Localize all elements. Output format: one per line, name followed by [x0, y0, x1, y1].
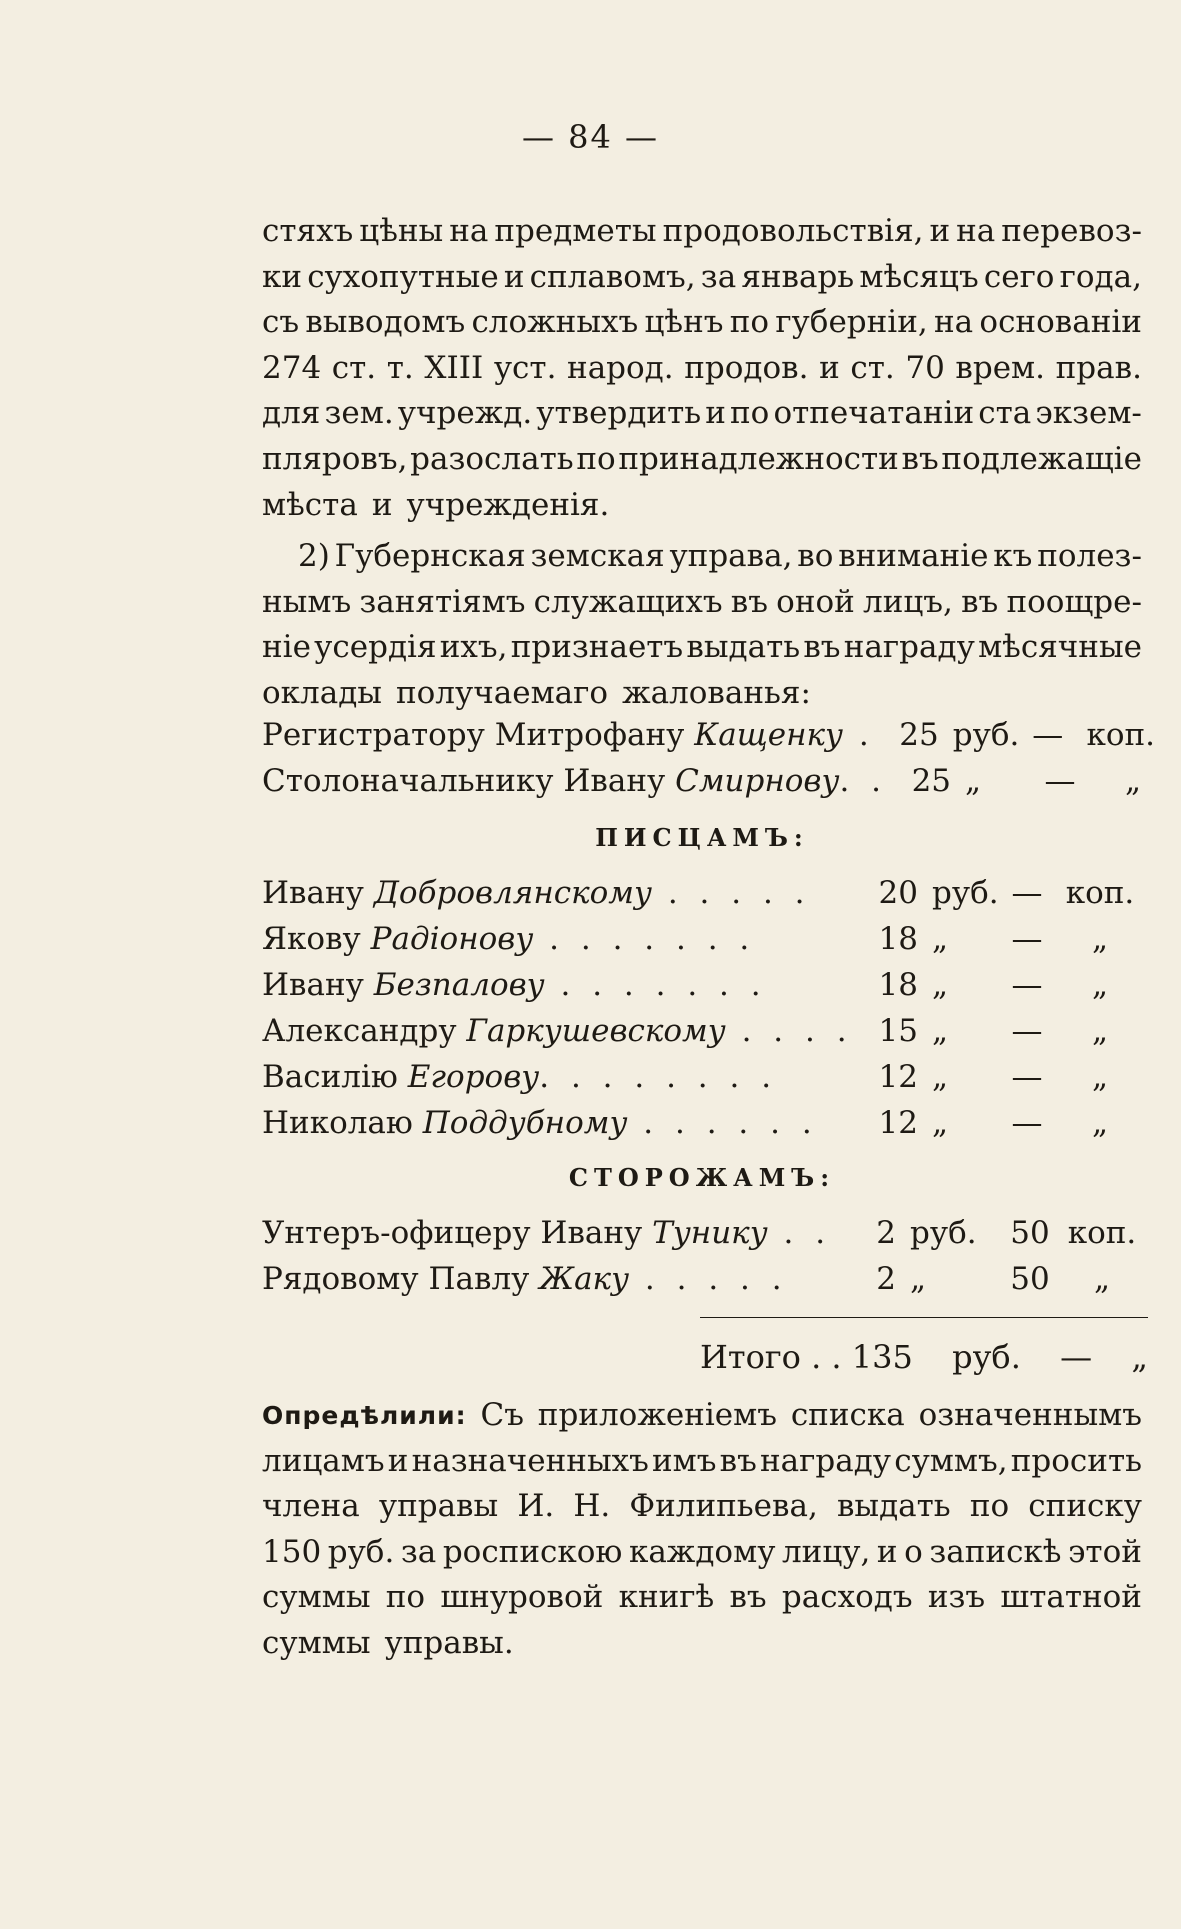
paragraph2-word: выдать — [686, 629, 801, 666]
paragraph1-word: отпечатаніи — [773, 395, 975, 432]
recipient-title: Якову — [262, 921, 371, 957]
award-row — [262, 870, 1142, 916]
paragraph1-word: губерніи, — [775, 304, 928, 341]
award-rub-unit: руб. — [952, 717, 1020, 753]
heading-scribes — [262, 813, 1142, 863]
award-kop-value: — — [1011, 1059, 1043, 1095]
paragraph1-word: ст. — [331, 349, 377, 386]
paragraph3-word: въ — [729, 1579, 767, 1616]
award-amount: 18 — [878, 967, 918, 1003]
award-row — [262, 1256, 1142, 1302]
paragraph1-word: и — [503, 258, 525, 295]
award-amount: 2 — [876, 1261, 896, 1297]
paragraph1-word: 70 — [905, 349, 945, 386]
paragraph1-word: цѣнъ — [644, 304, 724, 341]
paragraph1-word: по — [729, 304, 770, 341]
paragraph1-word: уст. — [493, 349, 557, 386]
award-kop-unit: „ — [1091, 967, 1109, 1003]
award-recipient — [262, 962, 854, 1008]
recipient-surname: Радіонову — [370, 921, 534, 957]
recipient-title: Ивану — [262, 967, 374, 1003]
paragraph1-word: съ — [262, 304, 300, 341]
paragraph3-word: Филипьева, — [629, 1488, 818, 1525]
paragraph3-word: шнуровой — [440, 1579, 604, 1616]
paragraph2-word: во — [797, 538, 834, 574]
award-row — [262, 1054, 1142, 1100]
paragraph2-line — [262, 534, 1142, 580]
paragraph1-word: XIII — [424, 349, 484, 386]
paragraph3-word: руб. — [327, 1533, 395, 1570]
award-kop-value: — — [1044, 763, 1076, 799]
paragraph1-word: пляровъ, — [262, 440, 408, 477]
paragraph2-word: вниманіе — [838, 538, 989, 574]
paragraph3-word: члена — [262, 1488, 360, 1525]
award-rub-unit: „ — [932, 1105, 949, 1141]
award-row — [262, 1100, 1142, 1146]
award-kop-unit: коп. — [1067, 1215, 1137, 1251]
recipient-surname: Тунику — [652, 1215, 768, 1251]
paragraph2-word: мѣсячные — [978, 629, 1142, 666]
paragraph3-word: назначенныхъ — [411, 1442, 649, 1479]
heading-scribes-label: ПИСЦАМЪ: — [595, 823, 809, 852]
paragraph2-word: получаемаго — [395, 674, 609, 711]
paragraph3-word: лицамъ — [262, 1442, 385, 1479]
award-kop-value: — — [1032, 717, 1064, 753]
paragraph2-line — [262, 671, 1142, 717]
paragraph1-word: года, — [1059, 258, 1142, 295]
award-recipient — [262, 916, 854, 962]
leader-dots: . . . . . . . — [544, 967, 767, 1003]
paragraph3-word: каждому — [628, 1533, 776, 1570]
leader-dots: . . . . . — [629, 1261, 788, 1297]
paragraph2-word: въ — [961, 583, 999, 620]
award-rub-unit: „ — [932, 921, 949, 957]
paragraph1-word: сплавомъ, — [529, 258, 696, 295]
paragraph3-word: запискѣ — [929, 1533, 1062, 1570]
paragraph1-word: для — [262, 395, 321, 432]
award-amount: 12 — [878, 1105, 918, 1141]
paragraph1-word: разослать — [410, 440, 574, 477]
total-dash: — — [1060, 1338, 1093, 1376]
award-recipient — [262, 1256, 854, 1302]
award-recipient — [262, 758, 887, 804]
paragraph1-word: зем. — [324, 395, 394, 432]
paragraph1-word: принадлежности — [618, 440, 899, 477]
paragraph1-word: экзем- — [1035, 395, 1142, 432]
award-kop-value: — — [1011, 967, 1043, 1003]
recipient-title: Ивану — [262, 875, 374, 911]
award-kop-unit: „ — [1091, 1013, 1109, 1049]
award-amount: 2 — [876, 1215, 896, 1251]
award-kop-value: — — [1011, 875, 1043, 911]
award-recipient — [262, 1008, 854, 1054]
total-rub: руб. — [952, 1338, 1021, 1376]
paragraph1-word: учрежденія. — [406, 486, 610, 523]
leader-dots: . . . . . . . — [533, 921, 756, 957]
award-row — [262, 758, 1142, 804]
paragraph1-word: ст. — [850, 349, 895, 386]
paragraph2-word: признаетъ — [510, 629, 684, 666]
recipient-surname: Поддубному — [422, 1105, 628, 1141]
paragraph2-line — [262, 580, 1142, 626]
paragraph2-word: награду — [843, 629, 975, 666]
paragraph1-word: ста — [978, 395, 1032, 432]
paragraph3-word: за — [400, 1533, 437, 1570]
recipient-surname: Безпалову — [373, 967, 545, 1003]
paragraph3-word: по — [969, 1488, 1010, 1525]
award-amount: 12 — [878, 1059, 918, 1095]
award-row — [262, 1210, 1142, 1256]
recipient-title: Унтеръ-офицеру Ивану — [262, 1215, 653, 1251]
paragraph2-word: усердія — [314, 629, 437, 666]
total-kop: „ — [1131, 1338, 1148, 1376]
paragraph1-line — [262, 346, 1142, 392]
paragraph2-word: оклады — [262, 674, 382, 711]
paragraph2-word: въ — [803, 629, 841, 666]
heading-watchmen — [262, 1153, 1142, 1203]
paragraph3-line — [262, 1621, 1142, 1667]
paragraph3-word: И. — [517, 1488, 555, 1525]
paragraph3-line — [262, 1439, 1142, 1485]
paragraph1-word: цѣны — [359, 213, 444, 249]
paragraph3-word: и — [387, 1442, 409, 1479]
award-recipient — [262, 870, 854, 916]
award-list-watchmen — [262, 1210, 1142, 1302]
paragraph1-word: предметы — [494, 213, 657, 249]
paragraph1-line — [262, 483, 1142, 529]
paragraph1-word: и — [371, 486, 393, 523]
paragraph2-word: служащихъ — [533, 583, 723, 620]
paragraph1-line — [262, 209, 1142, 255]
leader-dots: . . . . . . — [627, 1105, 818, 1141]
award-recipient — [262, 1100, 854, 1146]
paragraph3-word: о — [904, 1533, 923, 1570]
paragraph1-word: за — [700, 258, 737, 295]
paragraph1-word: мѣста — [262, 486, 358, 523]
paragraph3-word: управы — [378, 1488, 499, 1525]
award-list-clerks — [262, 712, 1156, 804]
paragraph1-word: продов. — [684, 349, 809, 386]
award-kop-value: 50 — [1010, 1215, 1050, 1251]
award-recipient — [262, 712, 875, 758]
heading-watchmen-label: СТОРОЖАМЪ: — [568, 1163, 836, 1192]
paragraph1-word: на — [956, 213, 996, 249]
paragraph3-word: 150 — [262, 1533, 322, 1570]
award-kop-value: — — [1011, 1013, 1043, 1049]
leader-dots: . . — [839, 763, 888, 799]
paragraph3-word: означеннымъ — [918, 1397, 1142, 1433]
paragraph3-word: суммъ, — [894, 1442, 1008, 1479]
paragraph3-line — [262, 1530, 1142, 1576]
award-rub-unit: „ — [965, 763, 982, 799]
paragraph3-word: выдать — [836, 1488, 951, 1525]
paragraph3-word: и — [876, 1533, 898, 1570]
award-kop-unit: „ — [1091, 1059, 1109, 1095]
award-rub-unit: „ — [932, 1059, 949, 1095]
recipient-title: Регистратору Митрофану — [262, 717, 695, 753]
paragraph1-line — [262, 300, 1142, 346]
paragraph3-word: лицу, — [781, 1533, 871, 1570]
paragraph3-word: по — [385, 1579, 426, 1616]
award-recipient — [262, 1054, 854, 1100]
paragraph2-line — [262, 625, 1142, 671]
paragraph3-word: штатной — [1000, 1579, 1142, 1616]
paragraph1-word: сего — [983, 258, 1055, 295]
paragraph2-word: жалованья: — [622, 674, 811, 711]
award-rub-unit: руб. — [932, 875, 999, 911]
award-kop-value: 50 — [1010, 1261, 1050, 1297]
paragraph2-word: занятіямъ — [359, 583, 526, 620]
award-rub-unit: „ — [910, 1261, 927, 1297]
paragraph2-word: земская — [530, 538, 665, 574]
paragraph3-word: расходъ — [781, 1579, 913, 1616]
paragraph-award — [262, 534, 1142, 716]
award-kop-unit: „ — [1124, 763, 1142, 799]
award-rub-unit: „ — [932, 1013, 949, 1049]
award-kop-value: — — [1011, 1105, 1043, 1141]
paragraph2-word: лицъ, — [863, 583, 953, 620]
leader-dots: . . . . . — [651, 875, 811, 911]
paragraph1-line — [262, 255, 1142, 301]
recipient-surname: Смирнову — [675, 763, 840, 799]
paragraph1-word: 274 — [262, 349, 322, 386]
paragraph1-word: перевоз- — [1001, 213, 1142, 249]
paragraph2-word: полез- — [1037, 538, 1142, 574]
paragraph1-word: сухопутные — [307, 258, 499, 295]
award-row — [262, 1008, 1142, 1054]
recipient-title: Николаю — [262, 1105, 423, 1141]
paragraph2-word: оной — [776, 583, 855, 620]
award-row — [262, 916, 1142, 962]
recipient-title: Столоначальнику Ивану — [262, 763, 676, 799]
paragraph3-word: просить — [1010, 1442, 1142, 1479]
paragraph3-line — [262, 1393, 1142, 1439]
paragraph3-word: Съ — [480, 1397, 524, 1433]
award-amount: 25 — [911, 763, 952, 799]
paragraph-prices — [262, 209, 1142, 528]
paragraph2-word: ніе — [262, 629, 311, 666]
award-kop-unit: „ — [1091, 921, 1109, 957]
total-label: Итого . . 135 — [700, 1338, 913, 1376]
award-row — [262, 712, 1156, 758]
leader-dots: . . — [767, 1215, 832, 1251]
paragraph1-word: подлежащіе — [941, 440, 1142, 477]
paragraph3-word: списку — [1028, 1488, 1142, 1525]
paragraph3-word: книгѣ — [618, 1579, 715, 1616]
paragraph1-word: по — [576, 440, 616, 477]
paragraph2-word: 2) — [298, 538, 330, 574]
paragraph3-word: изъ — [927, 1579, 986, 1616]
paragraph1-word: и — [929, 213, 951, 249]
paragraph2-word: поощре- — [1006, 583, 1142, 620]
paragraph3-word: Н. — [573, 1488, 611, 1525]
award-amount: 20 — [878, 875, 918, 911]
total-rule — [700, 1317, 1148, 1318]
paragraph2-word: ихъ, — [439, 629, 508, 666]
award-kop-unit: коп. — [1086, 717, 1156, 753]
paragraph-decision — [262, 1393, 1142, 1667]
paragraph3-word: этой — [1068, 1533, 1142, 1570]
paragraph3-word: въ — [719, 1442, 757, 1479]
paragraph3-line — [262, 1484, 1142, 1530]
recipient-title: Василію — [262, 1059, 408, 1095]
paragraph2-word: въ — [730, 583, 768, 620]
award-recipient — [262, 1210, 854, 1256]
paragraph1-word: прав. — [1055, 349, 1142, 386]
page-number: — 84 — — [521, 118, 660, 156]
paragraph2-word: Губернская — [334, 538, 526, 574]
paragraph1-word: утвердить — [536, 395, 702, 432]
paragraph3-word: имъ — [652, 1442, 717, 1479]
paragraph1-word: основаніи — [979, 304, 1142, 341]
award-amount: 25 — [899, 717, 939, 753]
decided-label: Опредѣлили: — [262, 1401, 467, 1430]
award-list-scribes — [262, 870, 1142, 1146]
recipient-title: Александру — [262, 1013, 467, 1049]
award-rub-unit: руб. — [910, 1215, 977, 1251]
leader-dots: . . . . . . . . — [539, 1059, 778, 1095]
paragraph1-word: врем. — [955, 349, 1046, 386]
paragraph3-word: суммы — [262, 1579, 371, 1616]
paragraph3-word: приложеніемъ — [537, 1397, 777, 1433]
paragraph1-line — [262, 391, 1142, 437]
paragraph3-word: управы. — [384, 1624, 514, 1661]
paragraph3-word: награду — [760, 1442, 892, 1479]
paragraph1-word: выводомъ — [305, 304, 466, 341]
total-row — [700, 1338, 1148, 1376]
recipient-surname: Гаркушевскому — [466, 1013, 726, 1049]
paragraph1-word: на — [934, 304, 974, 341]
award-kop-unit: „ — [1091, 1105, 1109, 1141]
award-amount: 15 — [878, 1013, 918, 1049]
recipient-surname: Добровлянскому — [373, 875, 652, 911]
paragraph2-word: нымъ — [262, 583, 352, 620]
paragraph2-word: управа, — [669, 538, 793, 574]
paragraph3-word: роспискою — [442, 1533, 623, 1570]
paragraph1-word: на — [449, 213, 489, 249]
paragraph3-word: списка — [790, 1397, 905, 1433]
paragraph1-word: ки — [262, 258, 303, 295]
award-kop-value: — — [1011, 921, 1043, 957]
award-kop-unit: коп. — [1065, 875, 1135, 911]
paragraph1-word: и — [819, 349, 840, 386]
paragraph1-word: стяхъ — [262, 213, 354, 249]
award-row — [262, 962, 1142, 1008]
paragraph1-word: народ. — [567, 349, 674, 386]
award-rub-unit: „ — [932, 967, 949, 1003]
leader-dots: . . . . — [725, 1013, 853, 1049]
paragraph1-word: учрежд. — [397, 395, 533, 432]
recipient-surname: Кащенку — [694, 717, 844, 753]
paragraph2-word: къ — [993, 538, 1033, 574]
paragraph1-word: по — [730, 395, 770, 432]
paragraph1-word: продовольствія, — [662, 213, 924, 249]
paragraph3-line — [262, 1575, 1142, 1621]
recipient-surname: Жаку — [539, 1261, 630, 1297]
paragraph3-word: суммы — [262, 1624, 371, 1661]
paragraph1-line — [262, 437, 1142, 483]
recipient-title: Рядовому Павлу — [262, 1261, 540, 1297]
paragraph1-word: и — [705, 395, 726, 432]
leader-dots: . — [843, 717, 875, 753]
paragraph1-word: январь — [741, 258, 855, 295]
paragraph1-word: въ — [901, 440, 939, 477]
paragraph1-word: сложныхъ — [471, 304, 639, 341]
award-amount: 18 — [878, 921, 918, 957]
paragraph1-word: т. — [386, 349, 414, 386]
recipient-surname: Егорову — [407, 1059, 540, 1095]
paragraph1-word: мѣсяцъ — [859, 258, 979, 295]
award-kop-unit: „ — [1093, 1261, 1111, 1297]
